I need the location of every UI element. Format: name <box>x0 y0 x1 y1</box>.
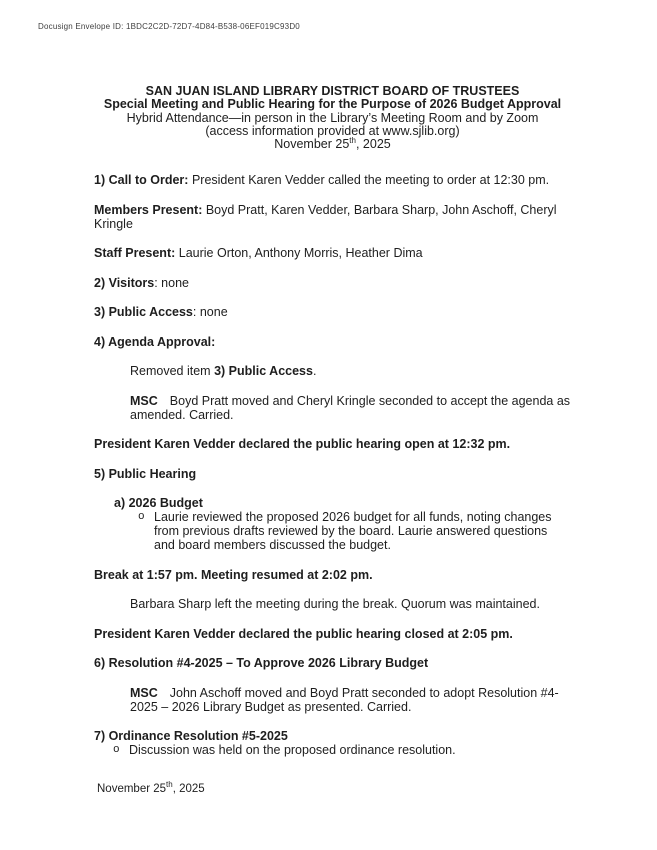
ordinance-bullet-item <box>113 743 571 757</box>
resolution-4-msc-label: MSC <box>130 685 158 700</box>
ordinance-bullet-text: Discussion was held on the proposed ordinance resolution. <box>129 743 456 758</box>
document-body <box>94 85 571 773</box>
meeting-date <box>94 138 571 151</box>
document-header <box>94 85 571 151</box>
budget-bullet-item <box>138 510 571 552</box>
visitors-text: : none <box>154 275 189 290</box>
hearing-closed-statement: President Karen Vedder declared the public hearing closed at 2:05 pm. <box>94 626 513 641</box>
call-to-order-text: President Karen Vedder called the meeting to order at 12:30 pm. <box>188 173 550 188</box>
budget-bullet-text: Laurie reviewed the proposed 2026 budget for all funds, noting changes from previous drafts reviewed by the board. Laurie answered questions and board members discussed the budget. <box>154 510 552 553</box>
attendance-line: Hybrid Attendance—in person in the Library’s Meeting Room and by Zoom <box>126 110 539 125</box>
visitors-label: 2) Visitors <box>94 275 155 290</box>
agenda-removed-post: . <box>312 364 317 379</box>
meeting-date-ordinal: th <box>349 136 356 146</box>
members-present-label: Members Present: <box>94 202 203 217</box>
staff-present-label: Staff Present: <box>94 246 176 261</box>
title-line-1: SAN JUAN ISLAND LIBRARY DISTRICT BOARD OF TRUSTEES <box>145 84 520 98</box>
agenda-approval-label: 4) Agenda Approval: <box>94 334 216 349</box>
public-access-label: 3) Public Access <box>94 305 193 320</box>
break-statement: Break at 1:57 pm. Meeting resumed at 2:02 pm. <box>94 567 373 582</box>
section-members-present <box>94 203 571 231</box>
meeting-date-prefix: November 25 <box>274 137 350 152</box>
resolution-4-msc-text: John Aschoff moved and Boyd Pratt seconded to adopt Resolution #4-2025 – 2026 Library Budget as presented. Carried. <box>130 685 559 714</box>
budget-subsection-heading: a) 2026 Budget <box>114 496 203 511</box>
break-detail: Barbara Sharp left the meeting during the break. Quorum was maintained. <box>130 597 540 612</box>
members-present-text: Boyd Pratt, Karen Vedder, Barbara Sharp, John Aschoff, Cheryl Kringle <box>94 202 557 231</box>
call-to-order-label: 1) Call to Order: <box>94 173 189 188</box>
agenda-msc-text: Boyd Pratt moved and Cheryl Kringle seconded to accept the agenda as amended. Carried. <box>130 393 571 422</box>
staff-present-text: Laurie Orton, Anthony Morris, Heather Dima <box>175 246 423 261</box>
footer-date <box>97 780 205 795</box>
bullet-o-icon: o <box>113 744 120 757</box>
footer-date-prefix: November 25 <box>97 783 167 795</box>
section-agenda-approval <box>94 335 571 349</box>
bullet-o-icon: o <box>138 511 145 524</box>
section-resolution-4: 6) Resolution #4-2025 – To Approve 2026 Library Budget <box>94 656 429 671</box>
section-ordinance-5: 7) Ordinance Resolution #5-2025 <box>94 729 288 744</box>
footer-date-suffix: , 2025 <box>172 783 205 795</box>
footer-date-ordinal: th <box>166 780 173 790</box>
access-info-line: (access information provided at www.sjlib.org) <box>205 123 460 138</box>
section-public-hearing: 5) Public Hearing <box>94 466 197 481</box>
agenda-removed-item <box>130 364 571 378</box>
section-staff-present <box>94 246 571 260</box>
hearing-open-statement: President Karen Vedder declared the public hearing open at 12:32 pm. <box>94 437 511 452</box>
section-public-access <box>94 305 571 319</box>
agenda-msc-label: MSC <box>130 393 158 408</box>
meeting-date-suffix: , 2025 <box>355 137 391 152</box>
agenda-msc-motion <box>130 394 571 422</box>
public-access-text: : none <box>192 305 228 320</box>
section-visitors <box>94 276 571 290</box>
title-line-2: Special Meeting and Public Hearing for the Purpose of 2026 Budget Approval <box>103 97 562 112</box>
agenda-removed-pre: Removed item <box>130 364 215 379</box>
section-call-to-order <box>94 173 571 187</box>
resolution-4-msc-motion <box>130 686 571 714</box>
docusign-envelope-id: Docusign Envelope ID: 1BDC2C2D-72D7-4D84-B538-06EF019C93D0 <box>38 22 300 31</box>
agenda-removed-emphasis: 3) Public Access <box>214 364 313 379</box>
